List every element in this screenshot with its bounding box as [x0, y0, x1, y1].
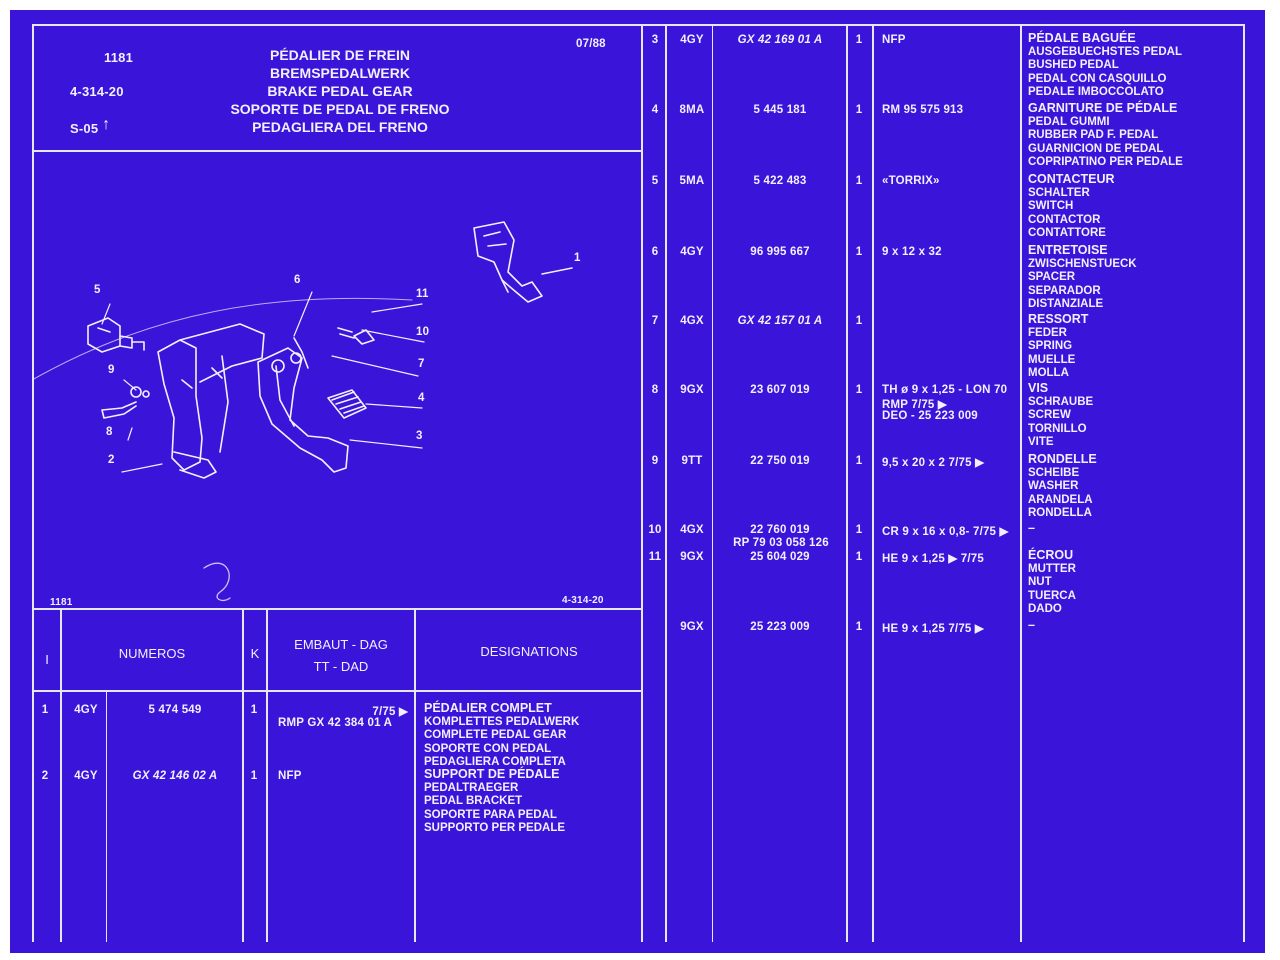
designation-line: MUTTER [1028, 562, 1076, 575]
row-index: 4 [651, 104, 659, 116]
row-designations [1028, 619, 1035, 633]
brake-pedal-diagram [32, 152, 642, 608]
row-part-number: 25 604 029 [750, 551, 810, 563]
callout-9: 9 [108, 364, 115, 376]
callout-11: 11 [416, 288, 429, 300]
designation-line: AUSGEBUECHSTES PEDAL [1028, 45, 1182, 58]
designation-line: PEDAGLIERA COMPLETA [424, 756, 566, 769]
col-header-designations: DESIGNATIONS [480, 644, 578, 659]
row-code: 9GX [680, 621, 704, 633]
designation-line: SPRING [1028, 340, 1073, 353]
sheet-ref: 1181 [104, 50, 134, 65]
row-code: 8MA [679, 104, 705, 116]
designation-line: PEDALTRAEGER [424, 781, 519, 794]
row-embaut: 9,5 x 20 x 2 7/75 ▶ [882, 457, 985, 469]
leader-lines [102, 292, 424, 472]
row-index: 1 [41, 704, 49, 716]
callout-4: 4 [418, 392, 425, 404]
designation-line: GARNITURE DE PÉDALE [1028, 101, 1178, 115]
designation-line: SUPPORT DE PÉDALE [424, 767, 560, 781]
designation-line: CONTACTOR [1028, 213, 1101, 226]
designation-line: RONDELLE [1028, 452, 1097, 466]
row-k: 1 [855, 315, 863, 327]
row-embaut: «TORRIX» [882, 175, 940, 187]
row-part-number: 22 750 019 [750, 455, 810, 467]
row-part-number: 96 995 667 [750, 246, 810, 258]
designation-line: SEPARADOR [1028, 284, 1101, 297]
row-index: 10 [648, 524, 662, 536]
pedal-pad-part [328, 390, 366, 418]
row-index: 7 [651, 315, 659, 327]
group-number: 4-314-20 [70, 84, 124, 99]
callout-3: 3 [416, 430, 423, 442]
designation-line: FEDER [1028, 326, 1067, 339]
row-embaut: NFP [882, 34, 906, 46]
row-embaut: RM 95 575 913 [882, 104, 964, 116]
row-part-number: 25 223 009 [750, 621, 810, 633]
row-code: 4GX [680, 315, 704, 327]
row-embaut: RMP 7/75 ▶ [882, 399, 947, 411]
col-header-index: I [45, 652, 49, 667]
designation-line: SOPORTE CON PEDAL [424, 742, 552, 755]
designation-line: – [1028, 521, 1035, 535]
designation-line: COMPLETE PEDAL GEAR [424, 729, 567, 742]
row-designations [1028, 102, 1183, 170]
row-k: 1 [855, 551, 863, 563]
row-designations [424, 768, 565, 836]
designation-line: DISTANZIALE [1028, 298, 1104, 311]
switch-part [88, 318, 144, 352]
designation-line: PEDAL CON CASQUILLO [1028, 72, 1167, 85]
designation-line: SCHALTER [1028, 186, 1090, 199]
row-embaut: HE 9 x 1,25 7/75 ▶ [882, 623, 984, 635]
row-designations [424, 702, 579, 770]
row-index: 11 [648, 551, 662, 563]
row-code: 9GX [680, 551, 704, 563]
row-designations [1028, 244, 1137, 312]
row-designations [1028, 382, 1093, 450]
row-index: 9 [651, 455, 659, 467]
bracket-part [158, 324, 264, 478]
designation-line: RUBBER PAD F. PEDAL [1028, 129, 1159, 142]
row-embaut: HE 9 x 1,25 ▶ 7/75 [882, 553, 984, 565]
designation-line: GUARNICION DE PEDAL [1028, 142, 1164, 155]
designation-line: MOLLA [1028, 367, 1069, 380]
row-designations [1028, 453, 1097, 521]
designation-line: SWITCH [1028, 200, 1074, 213]
col-header-k: K [250, 646, 260, 661]
designation-line: DADO [1028, 603, 1062, 616]
designation-line: PEDAL BRACKET [424, 795, 523, 808]
frame-top [32, 24, 1244, 26]
designation-line: – [1028, 618, 1035, 632]
designation-line: KOMPLETTES PEDALWERK [424, 715, 580, 728]
page-title: PÉDALIER DE FREIN BREMSPEDALWERK BRAKE PEDAL GEAR SOPORTE DE PEDAL DE FRENO PEDAGLIERA DEL FRENO [230, 47, 450, 135]
row-code: 9TT [681, 455, 703, 467]
pedal-arm-part [258, 348, 348, 472]
row-embaut: RMP GX 42 384 01 A [278, 717, 393, 729]
row-k: 1 [855, 455, 863, 467]
diagram-divider [32, 608, 642, 610]
row-code: 4GY [74, 704, 98, 716]
row-part-number: 5 445 181 [753, 104, 807, 116]
designation-line: SPACER [1028, 271, 1076, 284]
designation-line: VITE [1028, 436, 1054, 449]
designation-line: VIS [1028, 381, 1049, 395]
table-header-divider [32, 690, 642, 692]
designation-line: ARANDELA [1028, 493, 1093, 506]
callout-8: 8 [106, 426, 113, 438]
designation-line: ÉCROU [1028, 548, 1074, 562]
row-part-number: GX 42 146 02 A [132, 770, 218, 782]
row-embaut: 9 x 12 x 32 [882, 246, 942, 258]
row-code: 4GY [74, 770, 98, 782]
designation-line: TORNILLO [1028, 422, 1087, 435]
row-part-number-alt: RP 79 03 058 126 [733, 537, 829, 549]
designation-line: PÉDALE BAGUÉE [1028, 31, 1136, 45]
designation-line: RONDELLA [1028, 507, 1092, 520]
designation-line: PEDALE IMBOCCOLATO [1028, 86, 1164, 99]
col-header-numbers: NUMEROS [118, 646, 186, 661]
callout-1: 1 [574, 252, 581, 264]
row-part-number: 5 422 483 [753, 175, 807, 187]
designation-line: RESSORT [1028, 312, 1089, 326]
col-header-embaut: EMBAUT - DAG TT - DAD [294, 637, 388, 674]
row-code: 5MA [679, 175, 705, 187]
row-part-number: 5 474 549 [148, 704, 202, 716]
up-arrow-icon: ↑ [102, 116, 111, 133]
row-index: 2 [41, 770, 49, 782]
frame-right [1243, 24, 1245, 942]
designation-line: WASHER [1028, 480, 1079, 493]
row-designations [1028, 522, 1035, 536]
diagram-caption-right: 4-314-20 [562, 595, 604, 606]
row-part-number: 23 607 019 [750, 384, 810, 396]
callout-10: 10 [416, 326, 430, 338]
row-part-number: GX 42 157 01 A [737, 315, 823, 327]
designation-line: SCHEIBE [1028, 466, 1080, 479]
designation-line: SUPPORTO PER PEDALE [424, 822, 566, 835]
row-designations [1028, 549, 1076, 617]
designation-line: ZWISCHENSTUECK [1028, 257, 1137, 270]
row-embaut: DEO - 25 223 009 [882, 410, 978, 422]
sheet-date: 07/88 [576, 38, 606, 50]
row-designations [1028, 32, 1182, 100]
row-index: 6 [651, 246, 659, 258]
row-k: 1 [855, 34, 863, 46]
designation-line: NUT [1028, 576, 1052, 589]
row-k: 1 [855, 175, 863, 187]
designation-line: MUELLE [1028, 353, 1076, 366]
row-embaut: CR 9 x 16 x 0,8- 7/75 ▶ [882, 526, 1009, 538]
row-part-number: 22 760 019 [750, 524, 810, 536]
row-code: 9GX [680, 384, 704, 396]
designation-line: SCHRAUBE [1028, 395, 1094, 408]
designation-line: COPRIPATINO PER PEDALE [1028, 156, 1183, 169]
row-k: 1 [855, 246, 863, 258]
designation-line: SOPORTE PARA PEDAL [424, 808, 557, 821]
row-part-number: GX 42 169 01 A [737, 34, 823, 46]
callout-6: 6 [294, 274, 301, 286]
leader-1 [542, 268, 572, 274]
diagram-caption-left: 1181 [50, 597, 73, 608]
callout-2: 2 [108, 454, 115, 466]
row-code: 4GY [680, 246, 704, 258]
row-k: 1 [855, 104, 863, 116]
callout-5: 5 [94, 284, 101, 296]
designation-line: PÉDALIER COMPLET [424, 701, 552, 715]
pedal-thumbnail [474, 222, 542, 302]
row-designations [1028, 173, 1115, 241]
row-index: 8 [651, 384, 659, 396]
designation-line: SCREW [1028, 409, 1071, 422]
row-k: 1 [250, 704, 258, 716]
designation-line: PEDAL GUMMI [1028, 115, 1110, 128]
row-index: 5 [651, 175, 659, 187]
designation-line: ENTRETOISE [1028, 243, 1108, 257]
row-embaut: TH ø 9 x 1,25 - LON 70 [882, 384, 1008, 396]
row-code: 4GX [680, 524, 704, 536]
designation-line: BUSHED PEDAL [1028, 59, 1119, 72]
row-code: 4GY [680, 34, 704, 46]
designation-line: TUERCA [1028, 589, 1076, 602]
row-k: 1 [250, 770, 258, 782]
row-designations [1028, 313, 1088, 381]
row-embaut: NFP [278, 770, 302, 782]
row-k: 1 [855, 621, 863, 633]
section-code: S-05 ↑ [70, 116, 111, 136]
parts-sheet [10, 10, 1265, 953]
designation-line: CONTATTORE [1028, 227, 1106, 240]
row-index: 3 [651, 34, 659, 46]
row-k: 1 [855, 524, 863, 536]
row-k: 1 [855, 384, 863, 396]
designation-line: CONTACTEUR [1028, 172, 1115, 186]
callout-7: 7 [418, 358, 425, 370]
row-embaut: 7/75 ▶ [372, 706, 408, 718]
